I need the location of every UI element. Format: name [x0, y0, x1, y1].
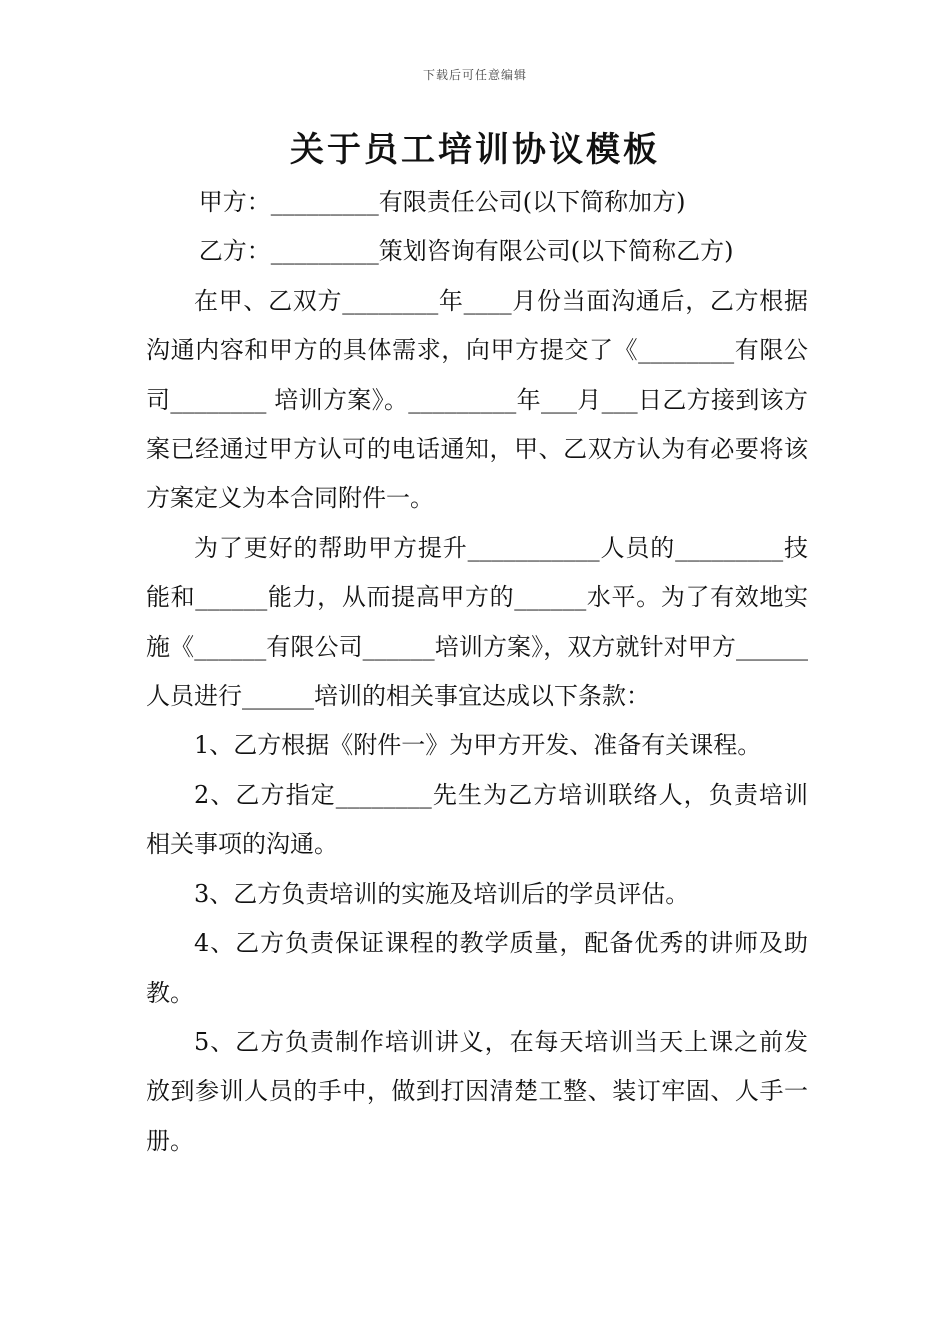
clause-5: 5、乙方负责制作培训讲义，在每天培训当天上课之前发放到参训人员的手中，做到打因清楚工整、装订牢固、人手一册。 [146, 1027, 808, 1155]
paragraph-background: 在甲、乙双方________年____月份当面沟通后，乙方根据沟通内容和甲方的具体需求，向甲方提交了《________有限公司________ 培训方案》。_________年___月___日乙方接到该方案已经通过甲方认可的电话通知，甲、乙双方认为有必要将该方案定义为本合同附件一。 [146, 286, 808, 513]
party-b-line: 乙方：_________策划咨询有限公司(以下简称乙方) [198, 237, 734, 266]
page-header-note: 下载后可任意编辑 [422, 68, 527, 82]
clause-4: 4、乙方负责保证课程的教学质量，配备优秀的讲师及助教。 [146, 929, 808, 1007]
clause-3: 3、乙方负责培训的实施及培训后的学员评估。 [194, 879, 690, 908]
clause-1: 1、乙方根据《附件一》为甲方开发、准备有关课程。 [194, 731, 762, 760]
document-body [146, 178, 808, 1166]
clause-2: 2、乙方指定________先生为乙方培训联络人，负责培训相关事项的沟通。 [146, 780, 808, 859]
document-title: 关于员工培训协议模板 [290, 130, 660, 170]
party-a-line: 甲方：_________有限责任公司(以下简称加方) [198, 188, 686, 216]
paragraph-purpose: 为了更好的帮助甲方提升___________人员的_________技能和______能力，从而提高甲方的______水平。为了有效地实施《______有限公司______培训方案》，双方就针对甲方______人员进行______培训的相关事宜达成以下条款： [146, 533, 808, 711]
